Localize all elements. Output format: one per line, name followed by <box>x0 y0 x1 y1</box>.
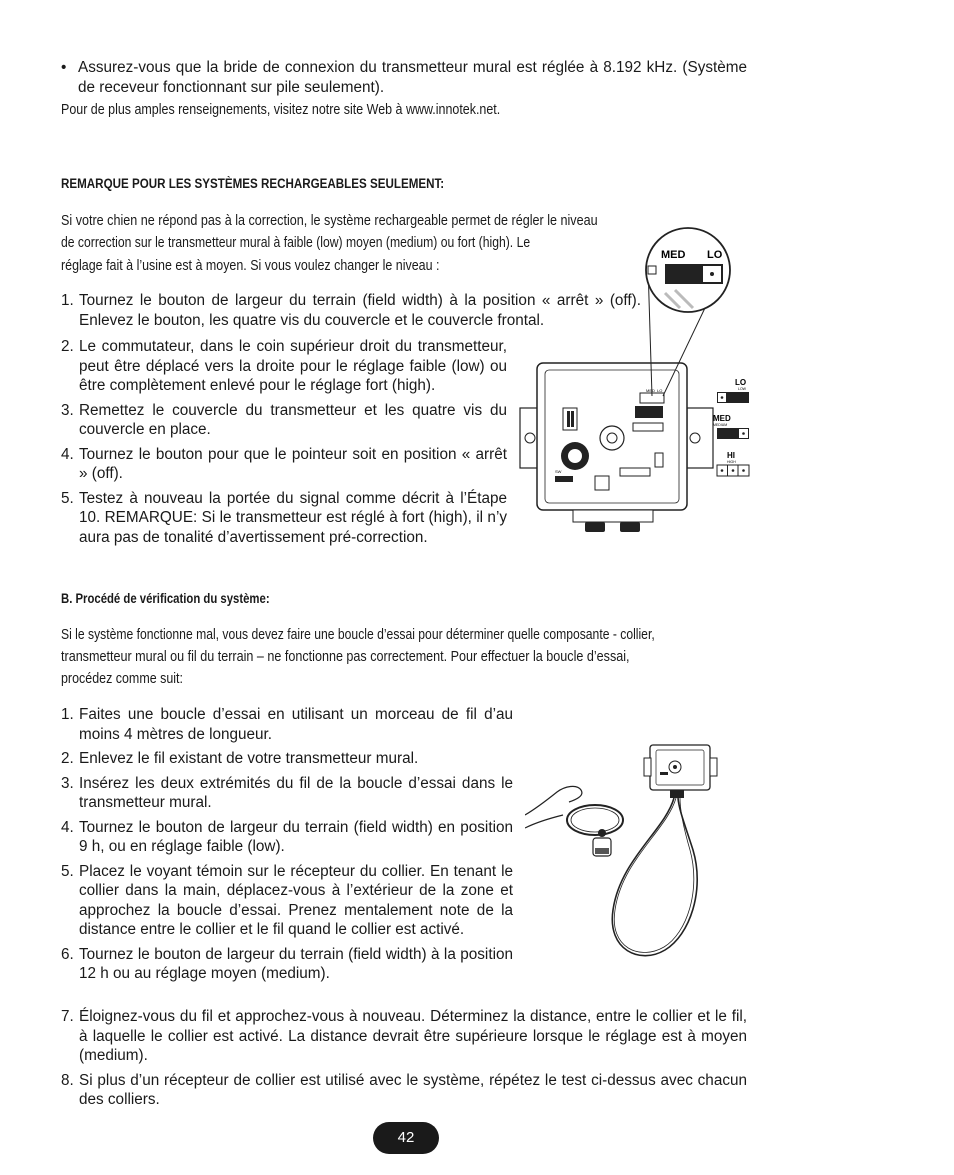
step-text: Éloignez-vous du fil et approchez-vous à nouveau. Déterminez la distance, entre le collier et le fil, à laquelle le collier est activé. La distance devrait être supérieure lorsque le réglage est à moyen (medium). <box>79 1008 747 1064</box>
lo-level-label: LO <box>735 378 747 387</box>
step-number: 6. <box>61 945 74 963</box>
step-text: Tournez le bouton de largeur du terrain (field width) en position 9 h, ou en réglage faible (low). <box>79 818 513 855</box>
step-number: 7. <box>61 1008 74 1025</box>
verif-para-line-1: Si le système fonctionne mal, vous devez faire une boucle d’essai pour déterminer quelle composante - collier, <box>61 627 655 643</box>
note-heading: REMARQUE POUR LES SYSTÈMES RECHARGEABLES SEULEMENT: <box>61 176 445 191</box>
med-level-label: MED <box>713 414 731 423</box>
step-number: 1. <box>61 292 74 309</box>
list-item <box>61 774 513 813</box>
step-number: 3. <box>61 774 74 792</box>
step-text: Faites une boucle d’essai en utilisant un morceau de fil d’au moins 4 mètres de longueur. <box>79 706 513 743</box>
list-item <box>61 1007 747 1066</box>
step-text: Si plus d’un récepteur de collier est utilisé avec le système, répétez le test ci-dessus avec chacun des colliers. <box>79 1071 747 1108</box>
list-item <box>61 337 507 396</box>
hi-level-label: HI <box>727 451 735 460</box>
list-item <box>61 445 507 484</box>
step-number: 4. <box>61 818 74 836</box>
list-item <box>61 749 513 769</box>
step-number: 5. <box>61 862 74 880</box>
test-loop-illustration <box>525 740 725 965</box>
zoom-med-label: MED <box>661 249 686 261</box>
note-steps-list <box>61 337 507 552</box>
note-para-line-3: réglage fait à l’usine est à moyen. Si vous voulez changer le niveau : <box>61 258 440 274</box>
note-para-line-2: de correction sur le transmetteur mural à faible (low) moyen (medium) ou fort (high). Le <box>61 235 531 251</box>
step-number: 8. <box>61 1071 74 1089</box>
step-number: 2. <box>61 338 74 355</box>
step-number: 1. <box>61 706 74 723</box>
note-para-line-1: Si votre chien ne répond pas à la correction, le système rechargeable permet de régler le niveau <box>61 213 598 229</box>
verification-heading: B. Procédé de vérification du système: <box>61 591 270 606</box>
transmitter-diagram <box>515 218 765 538</box>
zoom-lo-label: LO <box>707 249 723 261</box>
list-item <box>61 1071 747 1110</box>
list-item <box>61 489 507 548</box>
list-item <box>61 705 513 744</box>
board-med-label: MED <box>646 388 655 393</box>
step-text: Remettez le couvercle du transmetteur et les quatre vis du couvercle en place. <box>79 401 507 438</box>
step-text: Testez à nouveau la portée du signal comme décrit à l’Étape 10. REMARQUE: Si le transmetteur est réglé à fort (high), il n’y aura pas de tonalité d’avertissement pré-correction. <box>79 489 507 546</box>
intro-bullet <box>61 58 747 97</box>
verif-steps-list <box>61 705 513 989</box>
step-text: Insérez les deux extrémités du fil de la boucle d’essai dans le transmetteur mural. <box>79 774 513 811</box>
step-text: Enlevez le fil existant de votre transmetteur mural. <box>79 750 419 767</box>
intro-bullet-text: Assurez-vous que la bride de connexion du transmetteur mural est réglée à 8.192 kHz. (Système de receveur fonctionnant sur pile seulement). <box>78 59 747 96</box>
step-number: 2. <box>61 750 74 767</box>
website-line: Pour de plus amples renseignements, visitez notre site Web à www.innotek.net. <box>61 102 501 118</box>
step-number: 3. <box>61 401 74 419</box>
verif-steps-list-wide <box>61 1007 747 1115</box>
step-number: 4. <box>61 445 74 463</box>
list-item <box>61 401 507 440</box>
hi-level-sub: HIGH <box>727 460 736 464</box>
verif-para-line-2: transmetteur mural ou fil du terrain – ne fonctionne pas correctement. Pour effectuer la boucle d’essai, <box>61 649 630 665</box>
list-item <box>61 862 513 940</box>
page-number: 42 <box>373 1122 439 1154</box>
board-lo-label: LO <box>657 388 663 393</box>
step-text: Placez le voyant témoin sur le récepteur du collier. En tenant le collier dans la main, déplacez-vous à l’extérieur de la zone et approchez la boucle d’essai. Prenez mentalement note de la distance entre le collier et le fil quand le collier est activé. <box>79 862 513 938</box>
step-text: Le commutateur, dans le coin supérieur droit du transmetteur, peut être déplacé vers la droite pour le réglage faible (low) ou être complètement enlevé pour le réglage fort (high). <box>79 338 507 394</box>
step-text: Tournez le bouton pour que le pointeur soit en position « arrêt » (off). <box>79 445 507 482</box>
list-item <box>61 945 513 984</box>
med-level-sub: MEDIUM <box>713 423 728 427</box>
list-item <box>61 818 513 857</box>
verif-para-line-3: procédez comme suit: <box>61 671 183 687</box>
bullet-marker: • <box>61 59 67 76</box>
step-text: Tournez le bouton de largeur du terrain (field width) à la position 12 h ou au réglage moyen (medium). <box>79 945 513 982</box>
step-number: 5. <box>61 489 74 507</box>
lo-level-sub: LOW <box>738 387 746 391</box>
step-text: Tournez le bouton de largeur du terrain (field width) à la position « arrêt » (off). Enlevez le bouton, les quatre vis du couvercle et le couvercle frontal. <box>79 292 641 329</box>
board-sw-label: SW <box>555 469 562 474</box>
